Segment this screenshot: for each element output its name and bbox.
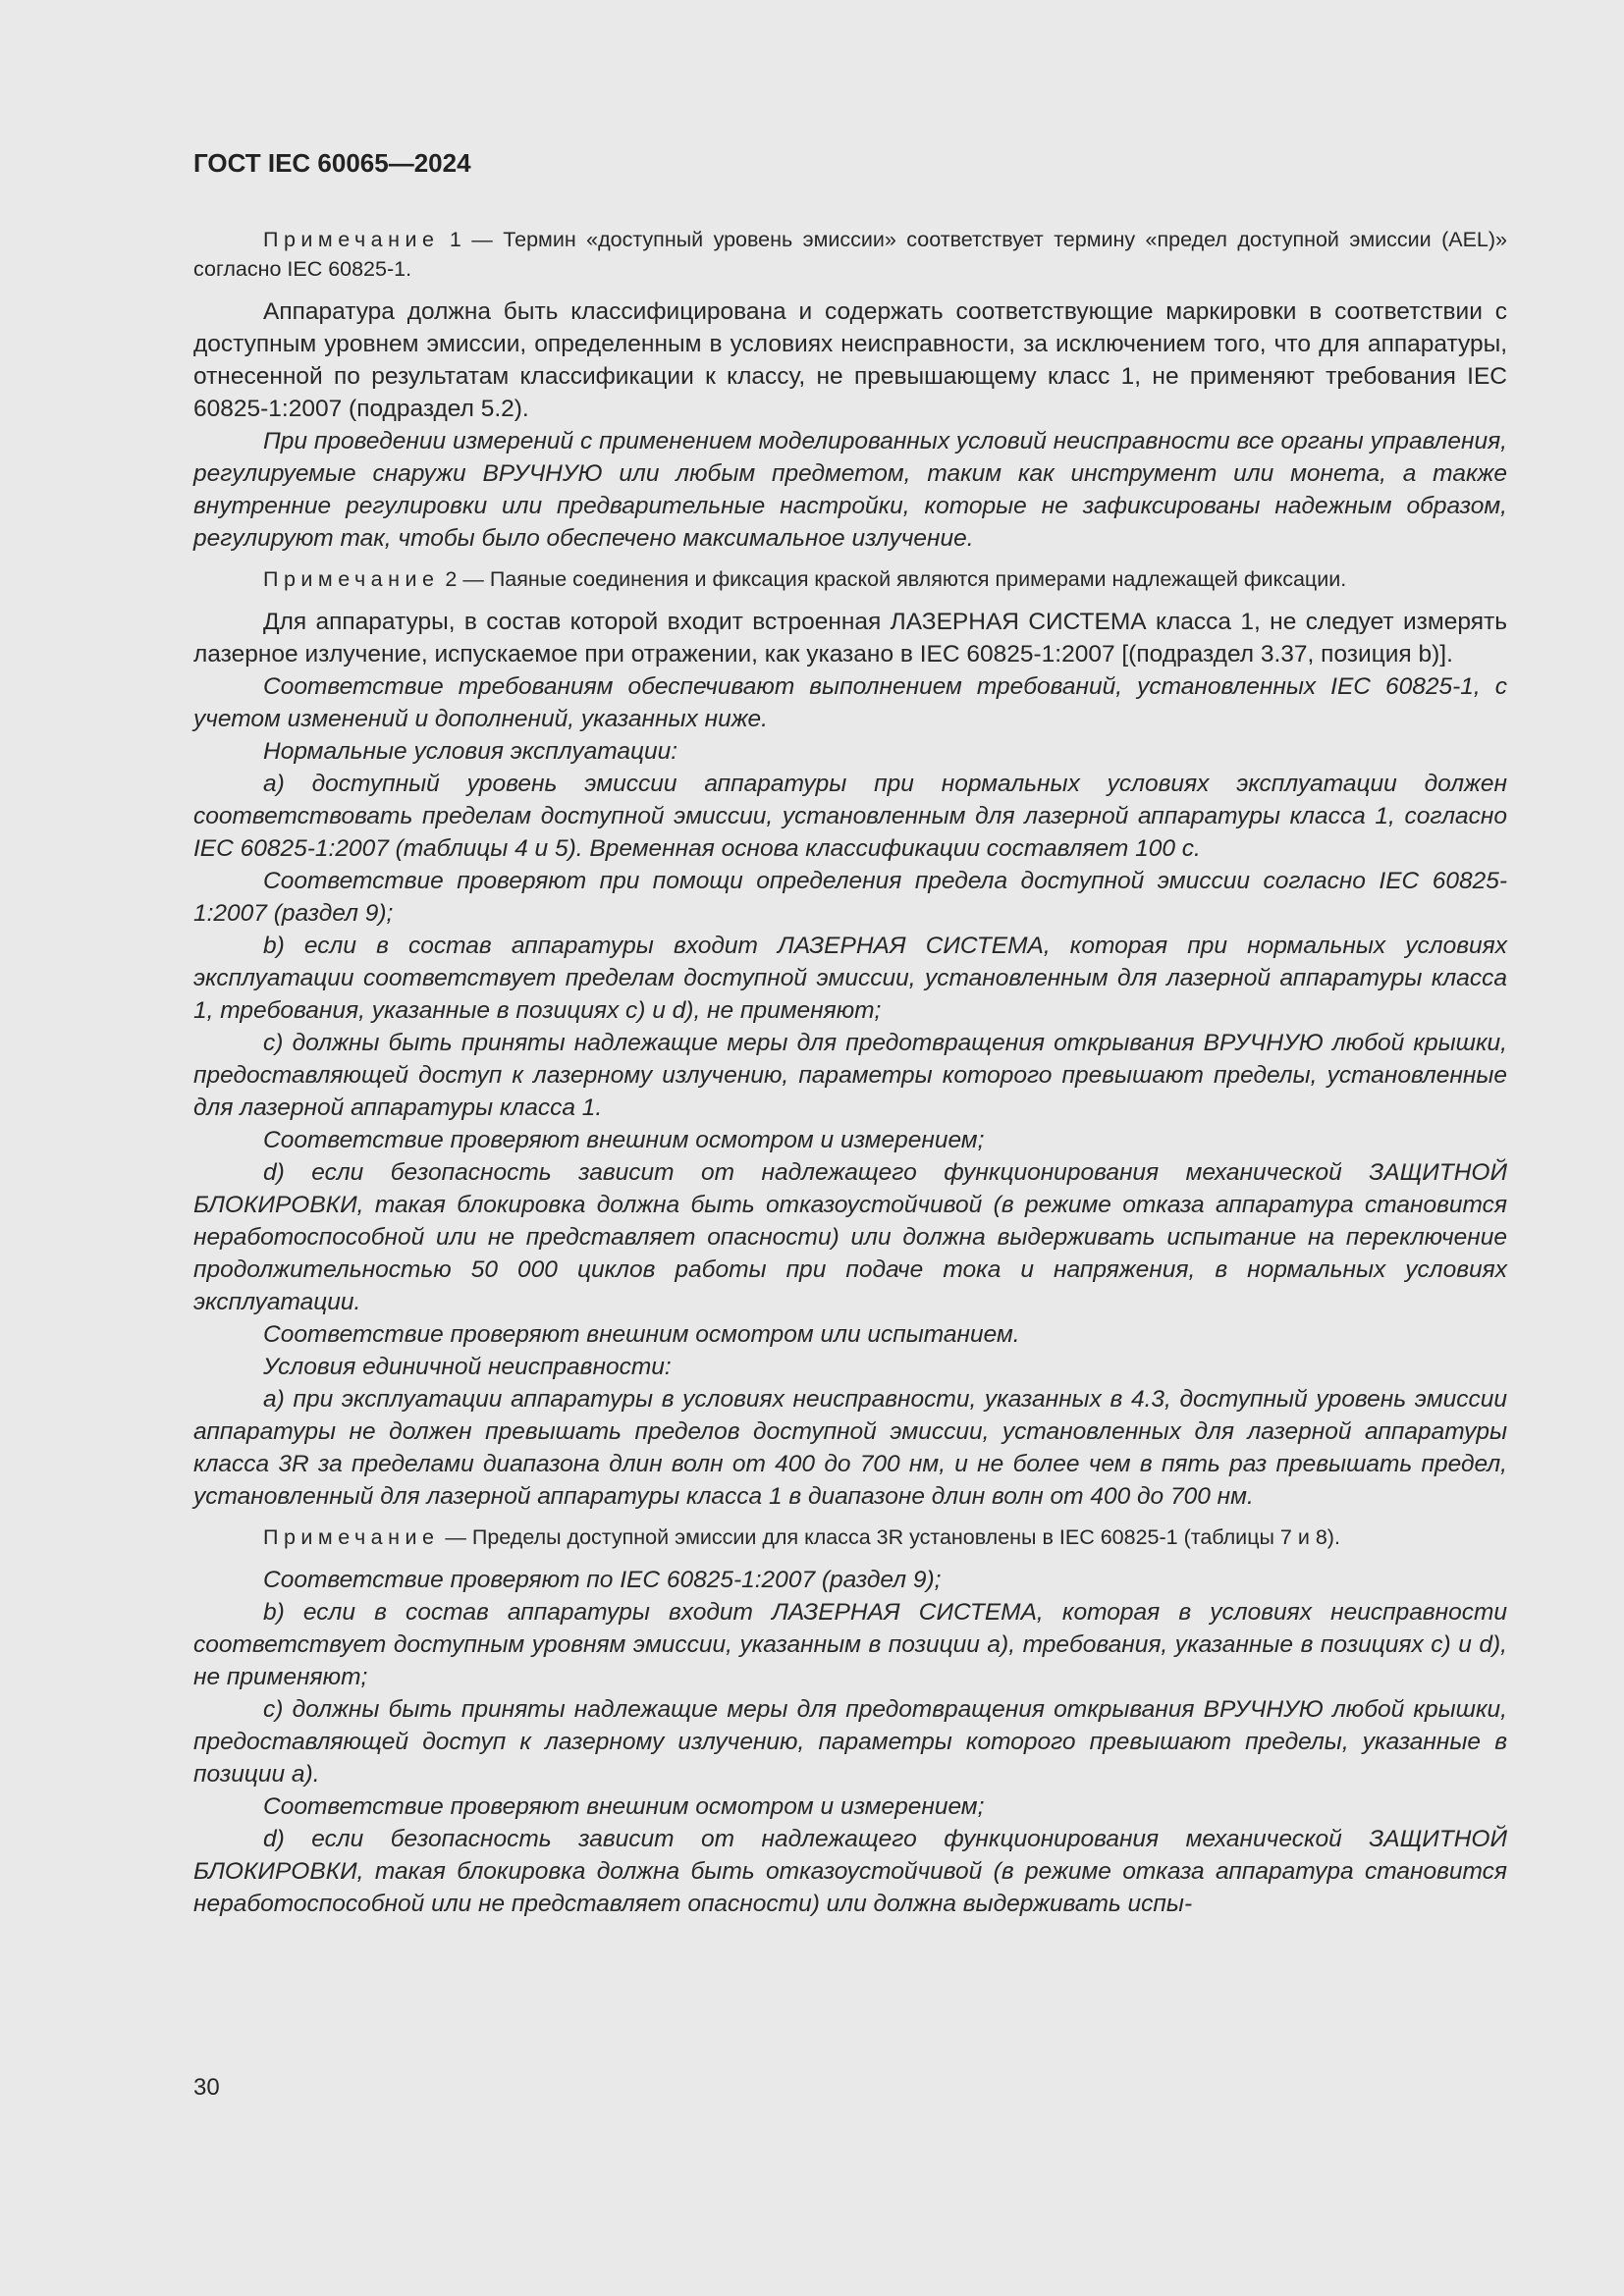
- italic-paragraph: c) должны быть приняты надлежащие меры для предотвращения открывания ВРУЧНУЮ любой крышки, предоставляющей доступ к лазерному излучению, параметры которого превышают пределы, установленные для лазерной аппаратуры класса 1.: [193, 1030, 1507, 1121]
- italic-paragraph: b) если в состав аппаратуры входит ЛАЗЕРНАЯ СИСТЕМА, которая при нормальных условиях эксплуатации соответствует пределам доступной эмиссии, установленным для лазерной аппаратуры класса 1, требования, указанные в позициях c) и d), не применяют;: [193, 933, 1507, 1024]
- note-text: 1 — Термин «доступный уровень эмиссии» соответствует термину «предел доступной эмиссии (AEL)» согласно IEC 60825-1.: [193, 228, 1507, 281]
- italic-paragraph: Соответствие требованиям обеспечивают выполнением требований, установленных IEC 60825-1, с учетом изменений и дополнений, указанных ниже.: [193, 673, 1507, 732]
- note-paragraph: [193, 564, 1507, 594]
- page-number: 30: [193, 2074, 220, 2101]
- note-label: Примечание: [263, 1525, 440, 1549]
- italic-paragraph: Соответствие проверяют внешним осмотром или испытанием.: [263, 1321, 1020, 1348]
- body-paragraph: Аппаратура должна быть классифицирована и содержать соответствующие маркировки в соответствии с доступным уровнем эмиссии, определенным в условиях неисправности, за исключением того, что для аппаратуры, отнесенной по результатам классификации к классу, не превышающему класс 1, не применяют требования IEC 60825-1:2007 (подраздел 5.2).: [193, 298, 1507, 422]
- italic-paragraph: Условия единичной неисправности:: [263, 1354, 672, 1380]
- italic-paragraph: Нормальные условия эксплуатации:: [263, 738, 678, 765]
- note-paragraph: [193, 1522, 1507, 1552]
- body-paragraph: Для аппаратуры, в состав которой входит встроенная ЛАЗЕРНАЯ СИСТЕМА класса 1, не следует измерять лазерное излучение, испускаемое при отражении, как указано в IEC 60825-1:2007 [(подраздел 3.37, позиция b)].: [193, 609, 1507, 667]
- italic-paragraph: При проведении измерений с применением моделированных условий неисправности все органы управления, регулируемые снаружи ВРУЧНУЮ или любым предметом, таким как инструмент или монета, а также внутренние регулировки или предварительные настройки, которые не зафиксированы надежным образом, регулируют так, чтобы было обеспечено максимальное излучение.: [193, 428, 1507, 552]
- italic-paragraph: a) доступный уровень эмиссии аппаратуры при нормальных условиях эксплуатации должен соответствовать пределам доступной эмиссии, установленным для лазерной аппаратуры класса 1, согласно IEC 60825-1:2007 (таблицы 4 и 5). Временная основа классификации составляет 100 с.: [193, 771, 1507, 862]
- document-header: ГОСТ IEC 60065—2024: [193, 148, 471, 178]
- note-label: Примечание: [263, 228, 440, 251]
- note-paragraph: [193, 225, 1507, 284]
- italic-paragraph: b) если в состав аппаратуры входит ЛАЗЕРНАЯ СИСТЕМА, которая в условиях неисправности соответствует доступным уровням эмиссии, указанным в позиции a), требования, указанные в позициях c) и d), не применяют;: [193, 1599, 1507, 1690]
- italic-paragraph: a) при эксплуатации аппаратуры в условиях неисправности, указанных в 4.3, доступный уровень эмиссии аппаратуры не должен превышать пределов доступной эмиссии, установленных для лазерной аппаратуры класса 3R за пределами диапазона длин волн от 400 до 700 нм, и не более чем в пять раз превышать предел, установленный для лазерной аппаратуры класса 1 в диапазоне длин волн от 400 до 700 нм.: [193, 1386, 1507, 1510]
- note-text: 2 — Паяные соединения и фиксация краской являются примерами надлежащей фиксации.: [439, 567, 1347, 591]
- document-page: [193, 147, 1507, 1920]
- italic-paragraph: Соответствие проверяют при помощи определения предела доступной эмиссии согласно IEC 60825-1:2007 (раздел 9);: [193, 868, 1507, 927]
- italic-paragraph: d) если безопасность зависит от надлежащего функционирования механической ЗАЩИТНОЙ БЛОКИРОВКИ, такая блокировка должна быть отказоустойчивой (в режиме отказа аппаратура становится неработоспособной или не представляет опасности) или должна выдерживать испытание на переключение продолжительностью 50 000 циклов работы при подаче тока и напряжения, в нормальных условиях эксплуатации.: [193, 1159, 1507, 1315]
- note-text: — Пределы доступной эмиссии для класса 3R установлены в IEC 60825-1 (таблицы 7 и 8).: [439, 1525, 1340, 1549]
- note-label: Примечание: [263, 567, 440, 591]
- italic-paragraph: c) должны быть приняты надлежащие меры для предотвращения открывания ВРУЧНУЮ любой крышки, предоставляющей доступ к лазерному излучению, параметры которого превышают пределы, указанные в позиции a).: [193, 1696, 1507, 1788]
- italic-paragraph: Соответствие проверяют внешним осмотром и измерением;: [263, 1127, 985, 1153]
- italic-paragraph: Соответствие проверяют внешним осмотром и измерением;: [263, 1793, 985, 1820]
- italic-paragraph: d) если безопасность зависит от надлежащего функционирования механической ЗАЩИТНОЙ БЛОКИРОВКИ, такая блокировка должна быть отказоустойчивой (в режиме отказа аппаратура становится неработоспособной или не представляет опасности) или должна выдерживать испы-: [193, 1826, 1507, 1917]
- italic-paragraph: Соответствие проверяют по IEC 60825-1:2007 (раздел 9);: [263, 1567, 942, 1593]
